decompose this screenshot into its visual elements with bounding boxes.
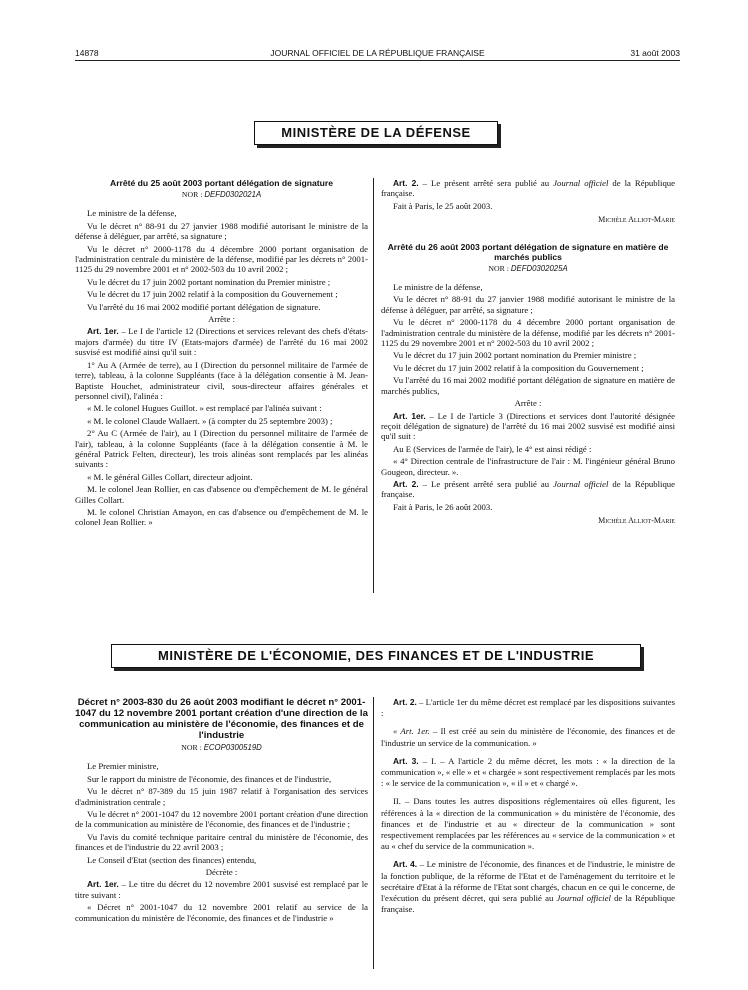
article-text: – Le ministre de l'économie, des finances et de l'industrie, le ministre de la fonction publique, de la réforme de l'Etat et de l'aménagement du territoire et le secrétaire d'Etat à la réforme de l'Etat sont chargés, chacun en ce qui le concerne, de l'exécution du présent décret, qui sera publié au xyxy=(381,859,675,904)
nor-code: DEFD0302021A xyxy=(204,190,262,199)
article-item: 2° Au C (Armée de l'air), au I (Direction du personnel militaire de l'armée de l'air), tableau, à la colonne Suppléants (face à la délégation consentie à M. le général Patrick Felten, directeur), les trois alinéas sont remplacés par les alinéas suivants : xyxy=(75,428,368,470)
article-text: – Le I de l'article 12 (Directions et services relevant des chefs d'états-majors d'armée) du titre IV (Etats-majors d'armée) de l'arrêté du 16 mai 2002 susvisé est modifié ainsi qu'il suit : xyxy=(75,326,368,358)
ministry-heading-economie xyxy=(111,644,641,668)
article-text: – Le I de l'article 3 (Directions et services dont l'autorité désignée reçoit délégation de signature) de l'arrêté du 16 mai 2002 susvisé est modifié ainsi qu'il suit : xyxy=(381,410,675,442)
decret-continuation xyxy=(381,697,675,917)
nor-code: DEFD0302025A xyxy=(510,263,568,273)
article-text: – Le titre du décret du 12 novembre 2001 susvisé est remplacé par le titre suivant : xyxy=(75,879,368,900)
visa-paragraph: Vu l'arrêté du 16 mai 2002 modifié portant délégation de signature en matière de marchés publics, xyxy=(381,375,675,396)
done-at: Fait à Paris, le 25 août 2003. xyxy=(393,200,493,211)
visa-paragraph: Vu le décret du 17 juin 2002 portant nomination du Premier ministre ; xyxy=(393,350,637,361)
nor-label: NOR : xyxy=(488,263,509,273)
article-label: Art. 2. xyxy=(393,478,419,489)
article-label: Art. 3. xyxy=(393,755,419,766)
visa-paragraph: Le ministre de la défense, xyxy=(393,282,483,293)
visa-paragraph: Vu le décret n° 87-389 du 15 juin 1987 relatif à l'organisation des services d'administration centrale ; xyxy=(75,786,368,807)
journal-name: Journal officiel xyxy=(553,478,609,489)
article-2 xyxy=(381,479,675,500)
quote-text: – Il est créé au sein du ministère de l'économie, des finances et de l'industrie un service de la communication. » xyxy=(381,726,676,748)
visa-paragraph: Vu le décret n° 88-91 du 27 janvier 1988 modifié autorisant le ministre de la défense à déléguer, par arrêté, sa signature ; xyxy=(75,220,368,242)
article-text: de la République française. xyxy=(381,478,675,500)
arrete-continuation xyxy=(381,178,675,529)
visa-paragraph: Le ministre de la défense, xyxy=(87,208,177,219)
page-number: 14878 xyxy=(75,48,99,58)
ministry-heading-text: MINISTÈRE DE L'ÉCONOMIE, DES FINANCES ET DE L'INDUSTRIE xyxy=(158,648,594,663)
article-text: – I. – A l'article 2 du même décret, les mots : « la direction de la communication », « elle » et « chargée » sont respectivement remplacés par les mots : « le service de la communication », « il » et « chargé ». xyxy=(381,755,675,789)
article-item: « M. le colonel Hugues Guillot. » est remplacé par l'alinéa suivant : xyxy=(87,403,322,414)
article-item: 1° Au A (Armée de terre), au I (Direction du personnel militaire de l'armée de terre), tableau, à la colonne Suppléants (face à la délégation consentie à M. Jean-Baptiste Houchet, administrateur civil, sous-directeur affaires générales et personnel civil), l'alinéa : xyxy=(75,359,368,401)
article-text: – L'article 1er du même décret est remplacé par les dispositions suivantes : xyxy=(381,697,675,719)
journal-name: Journal officiel xyxy=(556,893,611,904)
column-divider xyxy=(373,697,374,969)
article-1 xyxy=(75,326,368,357)
arrete-title: Arrêté du 25 août 2003 portant délégation de signature xyxy=(109,178,333,188)
article-3 xyxy=(381,756,675,790)
visa-paragraph: Le Conseil d'Etat (section des finances) entendu, xyxy=(87,854,257,865)
nor-reference xyxy=(75,190,368,200)
nor-label: NOR : xyxy=(181,743,202,752)
article-text: de la République française. xyxy=(381,893,675,915)
signature: Michèle Alliot-Marie xyxy=(598,215,675,225)
article-item: M. le colonel Christian Amayon, en cas d'absence ou d'empêchement de M. le colonel Jean Rollier. » xyxy=(75,506,368,528)
article-item: « M. le colonel Claude Wallaert. » (à compter du 25 septembre 2003) ; xyxy=(87,415,333,426)
article-1-quote: « Décret n° 2001-1047 du 12 novembre 2001 relatif au service de la communication du ministère de l'économie, des finances et de l'industrie » xyxy=(75,902,368,923)
article-label: Art. 4. xyxy=(393,859,418,870)
ministry-heading-text: MINISTÈRE DE LA DÉFENSE xyxy=(281,125,471,140)
article-item: « M. le général Gilles Collart, directeur adjoint. xyxy=(87,471,253,482)
article-item: « 4° Direction centrale de l'infrastructure de l'air : M. l'ingénieur général Bruno Gougeon, directeur. ». xyxy=(381,456,675,477)
quote-label: « Art. 1er. xyxy=(393,726,430,737)
article-4 xyxy=(381,859,675,915)
article-text: – Le présent arrêté sera publié au xyxy=(418,178,554,188)
ministry-heading-defense xyxy=(254,121,498,145)
decret-2003-830 xyxy=(75,697,368,925)
arrete-25-aout xyxy=(75,178,368,530)
visa-paragraph: Le Premier ministre, xyxy=(87,761,159,772)
decret-title: Décret n° 2003-830 du 26 août 2003 modifiant le décret n° 2001-1047 du 12 novembre 2001 portant création d'une direction de la communication au ministère de l'économie, des finances et de l'industrie xyxy=(75,697,368,741)
visa-paragraph: Vu le décret n° 2001-1047 du 12 novembre 2001 portant création d'une direction de la communication au ministère de l'économie, des finances et de l'industrie ; xyxy=(75,809,368,830)
nor-code: ECOP0300519D xyxy=(203,743,262,752)
article-item: Au E (Services de l'armée de l'air), le 4° est ainsi rédigé : xyxy=(393,443,592,454)
journal-title: JOURNAL OFFICIEL DE LA RÉPUBLIQUE FRANÇAISE xyxy=(270,48,485,58)
visa-paragraph: Vu le décret du 17 juin 2002 relatif à la composition du Gouvernement ; xyxy=(393,362,644,373)
page-header xyxy=(75,42,680,61)
signature: Michèle Alliot-Marie xyxy=(598,516,675,526)
article-2-quote xyxy=(381,726,675,748)
visa-paragraph: Vu l'arrêté du 16 mai 2002 modifié portant délégation de signature. xyxy=(87,301,321,312)
arrete-title: Arrêté du 26 août 2003 portant délégation de signature en matière de marchés publics xyxy=(387,241,669,262)
article-label: Art. 2. xyxy=(393,697,417,707)
decrete-word: Décrète : xyxy=(205,867,238,878)
column-divider xyxy=(373,178,374,593)
article-3-ii: II. – Dans toutes les autres dispositions réglementaires où elles figurent, les références à la « direction de la communication » du ministère de l'économie, des finances et de l'industrie et au « directeur de la communication » sont respectivement remplacées par les références au « service de la communication » et au « chef du service de la communication ». xyxy=(381,796,675,852)
article-label: Art. 1er. xyxy=(393,410,426,421)
visa-paragraph: Vu le décret du 17 juin 2002 portant nomination du Premier ministre ; xyxy=(87,276,331,287)
article-text: – Le présent arrêté sera publié au xyxy=(418,478,554,489)
article-2 xyxy=(381,178,675,199)
visa-paragraph: Vu le décret n° 2000-1178 du 4 décembre 2000 portant organisation de l'administration centrale du ministère de la défense, modifié par les décrets n° 2001-1125 du 29 novembre 2001 et n° 2002-503 du 10 avril 2002 ; xyxy=(381,317,675,349)
article-1 xyxy=(75,879,368,900)
issue-date: 31 août 2003 xyxy=(630,48,680,58)
nor-reference xyxy=(381,264,675,274)
visa-paragraph: Vu le décret n° 2000-1178 du 4 décembre 2000 portant organisation de l'administration centrale du ministère de la défense, modifié par les décrets n° 2001-1125 du 29 novembre 2001 et n° 2002-503 du 10 avril 2002 ; xyxy=(75,243,368,275)
article-text: de la République française. xyxy=(381,178,675,199)
visa-paragraph: Sur le rapport du ministre de l'économie, des finances et de l'industrie, xyxy=(87,773,332,784)
article-label: Art. 2. xyxy=(393,178,419,188)
visa-paragraph: Vu le décret du 17 juin 2002 relatif à la composition du Gouvernement ; xyxy=(87,289,338,300)
article-item: M. le colonel Jean Rollier, en cas d'absence ou d'empêchement de M. le général Gilles Collart. xyxy=(75,484,368,505)
done-at: Fait à Paris, le 26 août 2003. xyxy=(393,501,493,512)
article-label: Art. 1er. xyxy=(87,326,119,337)
article-1 xyxy=(381,411,675,442)
nor-label: NOR : xyxy=(181,190,203,199)
article-label: Art. 1er. xyxy=(87,879,119,890)
visa-paragraph: Vu l'avis du comité technique paritaire central du ministère de l'économie, des finances et de l'industrie du 22 avril 2003 ; xyxy=(75,831,368,853)
visa-paragraph: Vu le décret n° 88-91 du 27 janvier 1988 modifié autorisant le ministre de la défense à déléguer, par arrêté, sa signature ; xyxy=(381,294,675,315)
arrete-word: Arrête : xyxy=(208,314,235,325)
journal-name: Journal officiel xyxy=(553,178,609,188)
nor-reference xyxy=(75,743,368,753)
arrete-word: Arrête : xyxy=(514,398,542,409)
article-2 xyxy=(381,697,675,719)
